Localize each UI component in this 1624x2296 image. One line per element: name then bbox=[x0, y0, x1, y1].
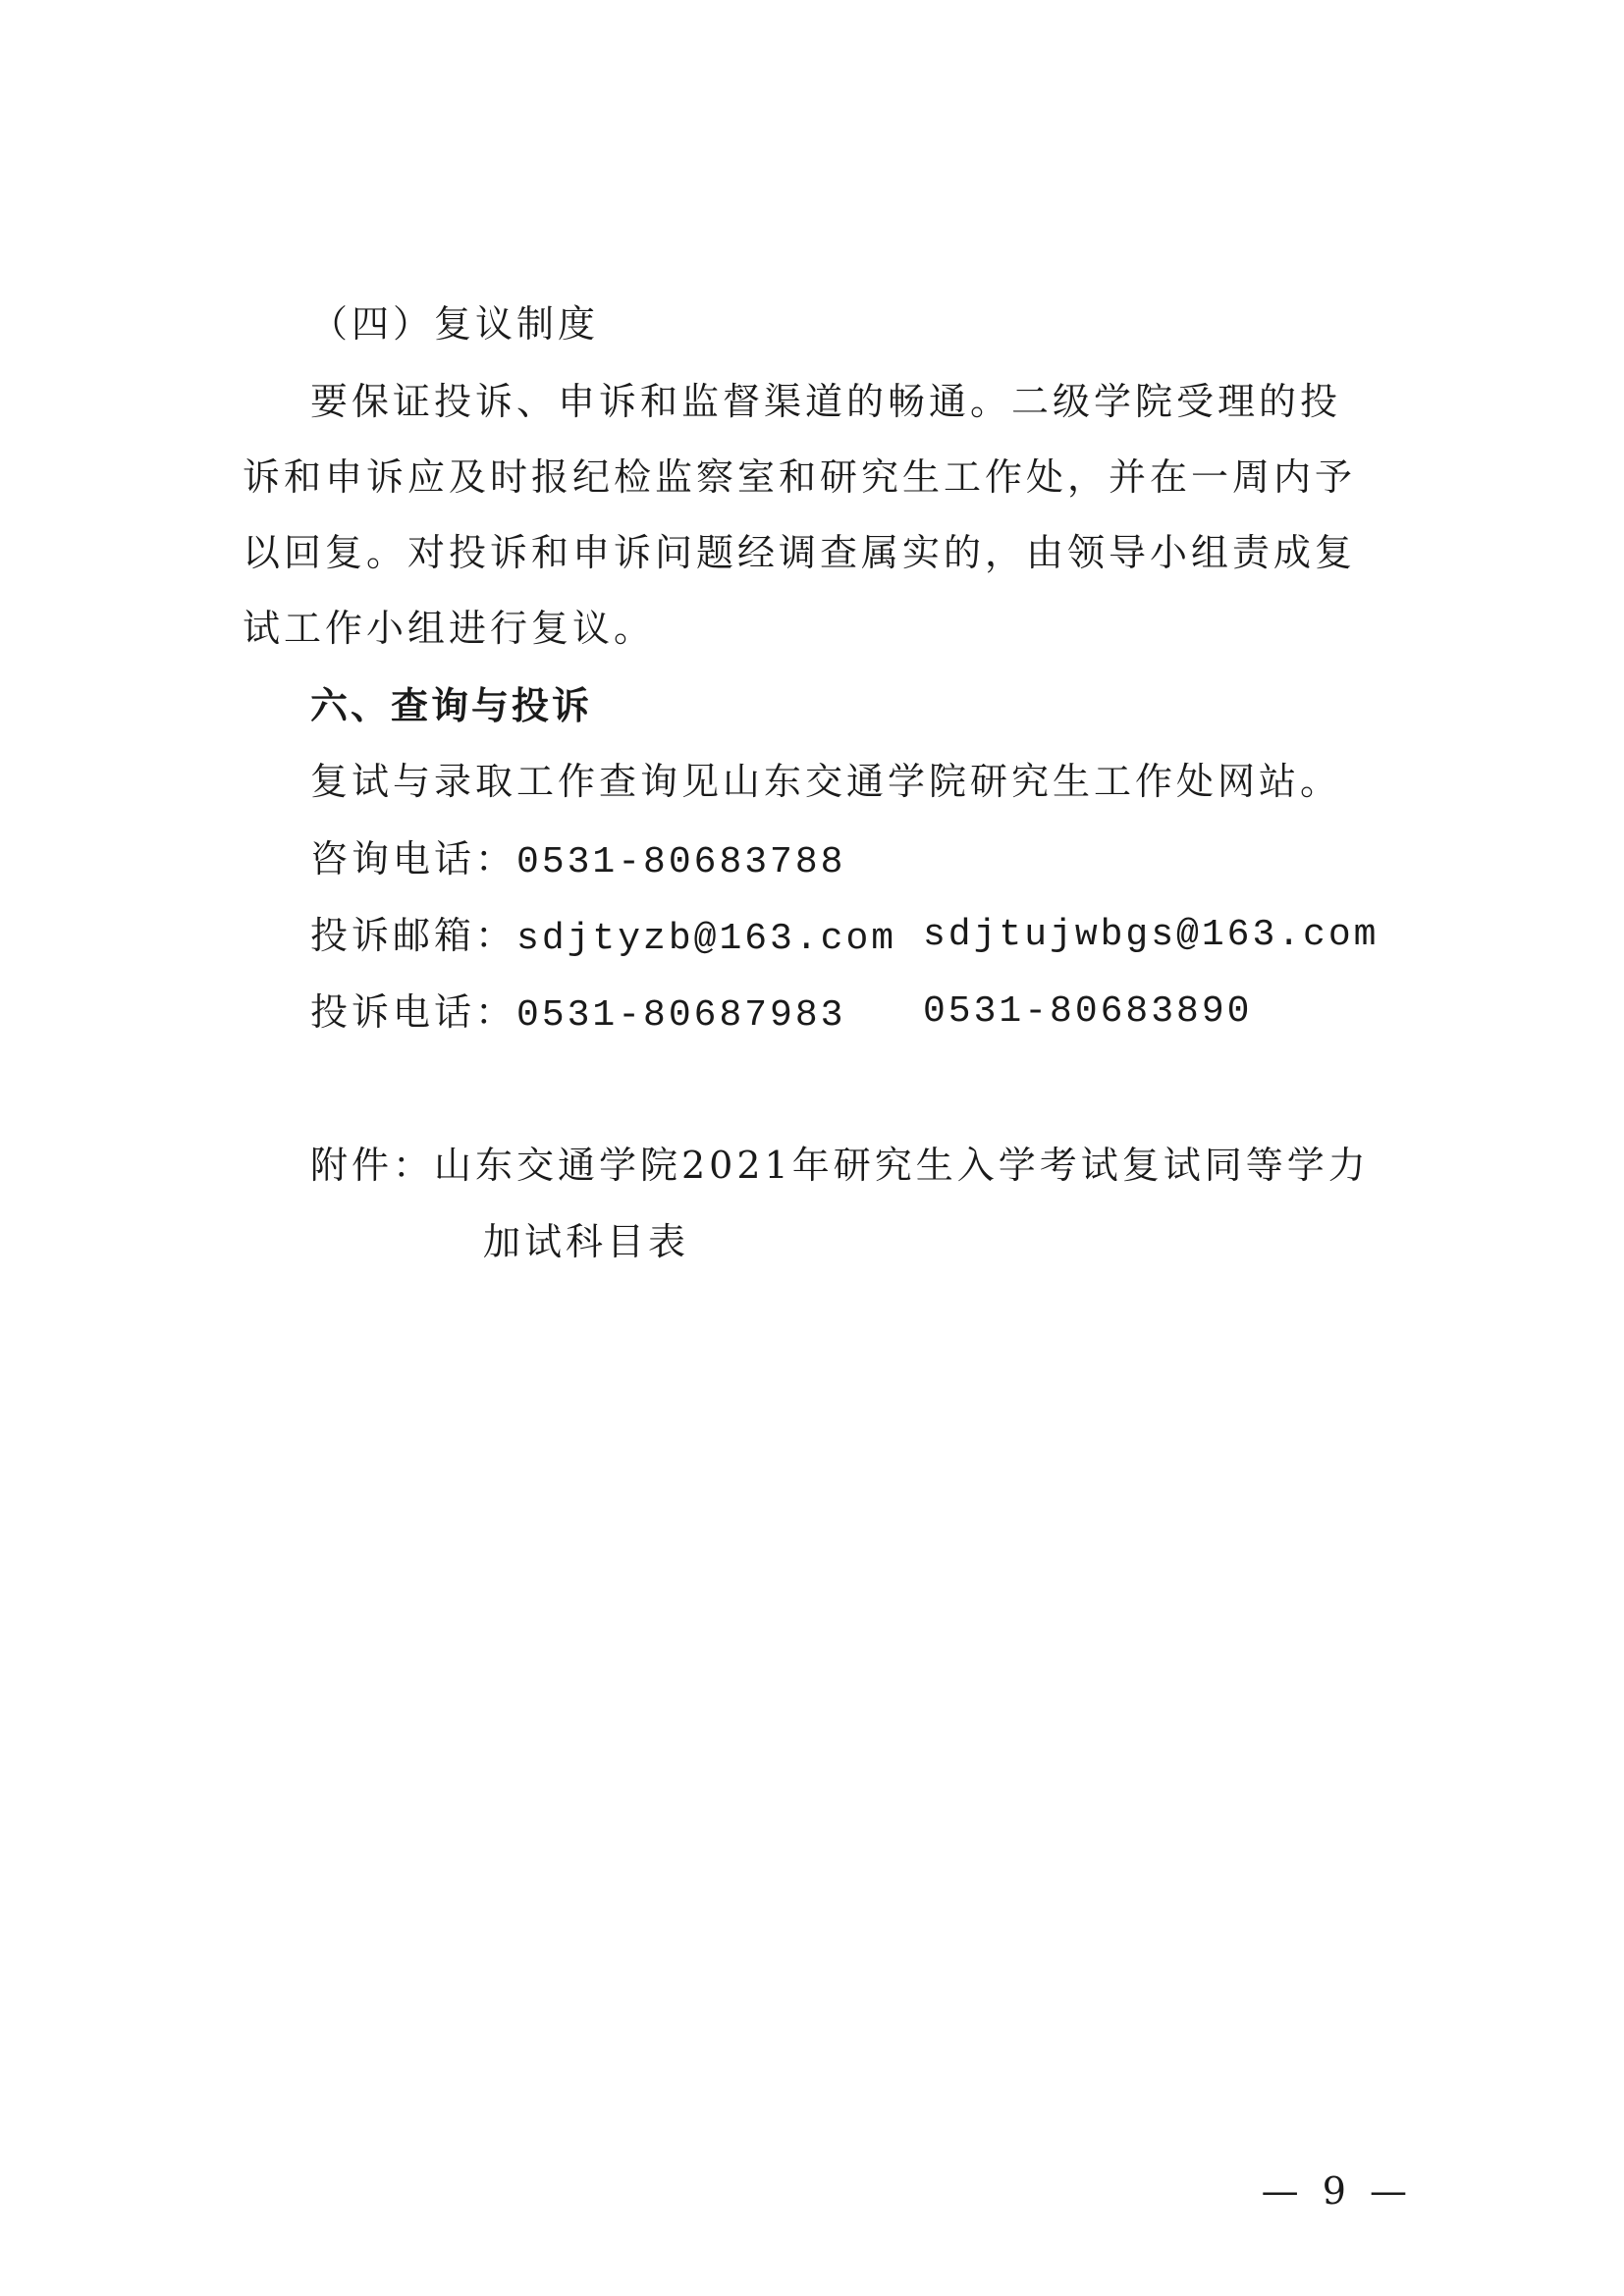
complaint-phone-row bbox=[310, 989, 1390, 1039]
complaint-email-1: sdjtyzb@163.com bbox=[516, 918, 897, 960]
consult-phone-label: 咨询电话： bbox=[310, 837, 517, 881]
section-4-para-line-2: 诉和申诉应及时报纪检监察室和研究生工作处，并在一周内予 bbox=[243, 455, 1357, 499]
section-4-para-line-4: 试工作小组进行复议。 bbox=[243, 607, 656, 650]
complaint-email-label: 投诉邮箱： bbox=[310, 914, 517, 957]
complaint-email-row bbox=[310, 913, 1390, 962]
section-4-para-line-3: 以回复。对投诉和申诉问题经调查属实的，由领导小组责成复 bbox=[243, 531, 1357, 574]
section-4-para-line-1: 要保证投诉、申诉和监督渠道的畅通。二级学院受理的投 bbox=[310, 380, 1342, 423]
attachment-line-1: 附件：山东交通学院2021年研究生入学考试复试同等学力 bbox=[310, 1144, 1370, 1187]
complaint-phone-2: 0531-80683890 bbox=[923, 990, 1253, 1033]
page-number: — 9 — bbox=[1261, 2169, 1413, 2213]
query-intro: 复试与录取工作查询见山东交通学院研究生工作处网站。 bbox=[310, 760, 1342, 803]
complaint-email-2: sdjtujwbgs@163.com bbox=[923, 914, 1380, 956]
section-6-title: 六、查询与投诉 bbox=[310, 684, 593, 727]
complaint-phone-label: 投诉电话： bbox=[310, 990, 517, 1034]
complaint-phone-1: 0531-80687983 bbox=[516, 994, 846, 1037]
attachment-line-2: 加试科目表 bbox=[483, 1220, 690, 1263]
section-4-title: （四）复议制度 bbox=[310, 302, 600, 346]
consult-phone-value: 0531-80683788 bbox=[516, 841, 846, 883]
consult-phone-row bbox=[310, 836, 845, 885]
